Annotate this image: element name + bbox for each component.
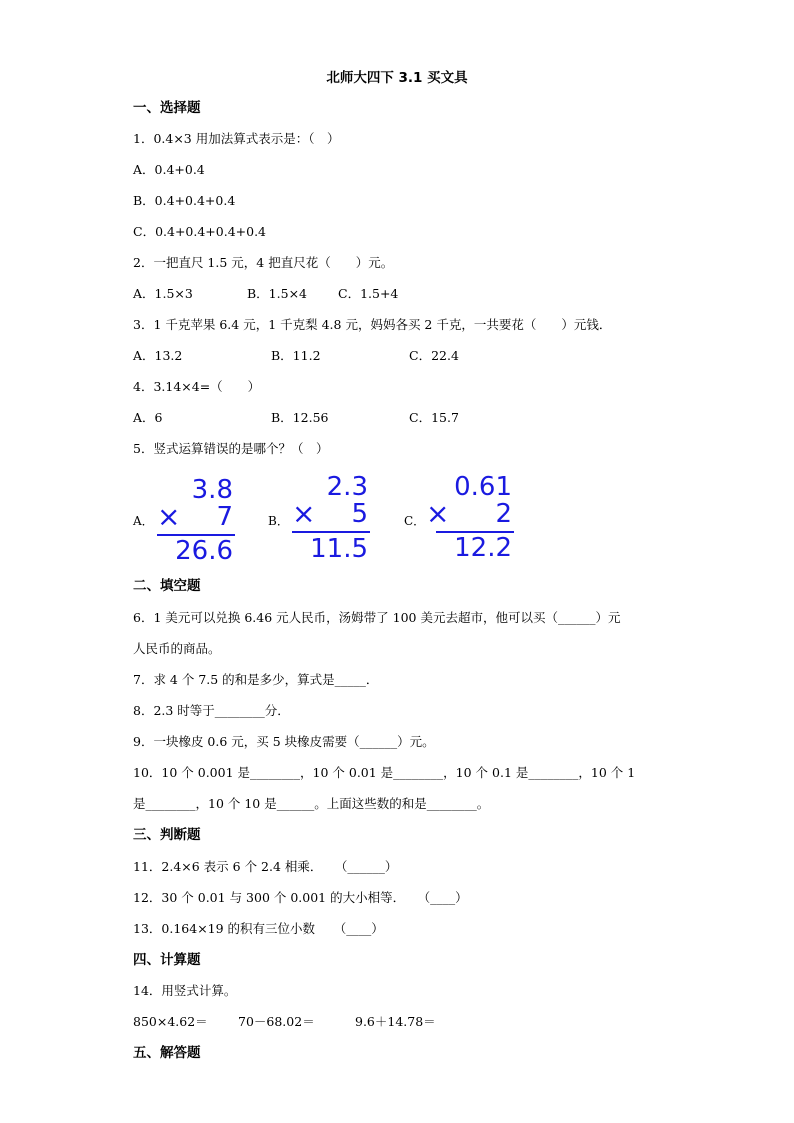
option-a-multiplier: 7: [216, 502, 233, 532]
option-c-label: C．: [404, 514, 426, 528]
option-b-multiplier: 5: [351, 499, 368, 529]
expression-1: 850×4.62＝: [133, 1014, 208, 1029]
expression-2: 70－68.02＝: [238, 1014, 315, 1029]
question-1-stem: 1．0.4×3 用加法算式表示是：（ ）: [133, 131, 340, 146]
question-5-option-a: [133, 470, 243, 570]
question-5-option-c: [404, 470, 524, 570]
section-heading-fill: 二、填空题: [133, 578, 201, 594]
question-8: 8．2.3 时等于________分．: [133, 703, 290, 718]
option-a-label: A．: [133, 514, 154, 528]
question-11: 11．2.4×6 表示 6 个 2.4 相乘． （______）: [133, 859, 398, 874]
expression-3: 9.6＋14.78＝: [355, 1014, 436, 1029]
question-14-expressions: [133, 1013, 673, 1031]
question-14-stem: 14．用竖式计算。: [133, 983, 237, 998]
question-9: 9．一块橡皮 0.6 元，买 5 块橡皮需要（______）元。: [133, 734, 435, 749]
multiply-sign-icon: ×: [157, 500, 181, 533]
question-12: 12．30 个 0.01 与 300 个 0.001 的大小相等． （____）: [133, 890, 468, 905]
option-b-label: B．: [268, 514, 289, 528]
section-heading-judge: 三、判断题: [133, 827, 201, 843]
question-2-options: [133, 285, 673, 303]
question-3-option-b: B．11.2: [271, 348, 321, 363]
section-heading-choice: 一、选择题: [133, 100, 201, 116]
question-5-stem: 5．竖式运算错误的是哪个？（ ）: [133, 441, 329, 456]
question-1-option-a: A．0.4+0.4: [133, 162, 205, 177]
question-4-option-b: B．12.56: [271, 410, 329, 425]
page-title: 北师大四下 3.1 买文具: [326, 70, 468, 86]
question-10-line-1: 10．10 个 0.001 是________，10 个 0.01 是________，10 个 0.1 是________，10 个 1: [133, 765, 636, 780]
option-a-product: 26.6: [175, 536, 233, 566]
option-c-product: 12.2: [454, 533, 512, 563]
question-6-line-1: 6．1 美元可以兑换 6.46 元人民币，汤姆带了 100 美元去超市，他可以买（______）元: [133, 610, 621, 625]
question-2-option-b: B．1.5×4: [247, 286, 307, 301]
question-3-options: [133, 347, 673, 365]
question-1-option-c: C．0.4+0.4+0.4+0.4: [133, 224, 267, 239]
section-heading-calc: 四、计算题: [133, 952, 201, 968]
question-5-option-b: [268, 470, 378, 570]
question-2-option-a: A．1.5×3: [133, 286, 193, 301]
question-2-option-c: C．1.5+4: [338, 286, 399, 301]
question-3-option-a: A．13.2: [133, 348, 183, 363]
question-4-options: [133, 409, 673, 427]
question-4-option-a: A．6: [133, 410, 163, 425]
question-2-stem: 2．一把直尺 1.5 元，4 把直尺花（ ）元。: [133, 255, 394, 270]
option-c-multiplier: 2: [495, 499, 512, 529]
question-3-option-c: C．22.4: [409, 348, 459, 363]
multiply-sign-icon: ×: [426, 497, 450, 530]
section-heading-answer: 五、解答题: [133, 1045, 201, 1061]
option-b-product: 11.5: [310, 534, 368, 564]
question-13: 13．0.164×19 的积有三位小数 （____）: [133, 921, 384, 936]
question-6-line-2: 人民币的商品。: [133, 641, 221, 656]
question-3-stem: 3．1 千克苹果 6.4 元，1 千克梨 4.8 元，妈妈各买 2 千克，一共要花（ ）元钱．: [133, 317, 612, 332]
question-10-line-2: 是________，10 个 10 是______。上面这些数的和是________。: [133, 796, 490, 811]
option-a-multiplicand: 3.8: [191, 475, 233, 505]
option-b-rule: [292, 531, 370, 533]
option-c-multiplicand: 0.61: [454, 472, 512, 502]
question-4-stem: 4．3.14×4=（ ）: [133, 379, 261, 394]
multiply-sign-icon: ×: [292, 497, 316, 530]
option-b-multiplicand: 2.3: [326, 472, 368, 502]
question-4-option-c: C．15.7: [409, 410, 459, 425]
question-7: 7．求 4 个 7.5 的和是多少，算式是_____．: [133, 672, 379, 687]
question-1-option-b: B．0.4+0.4+0.4: [133, 193, 236, 208]
